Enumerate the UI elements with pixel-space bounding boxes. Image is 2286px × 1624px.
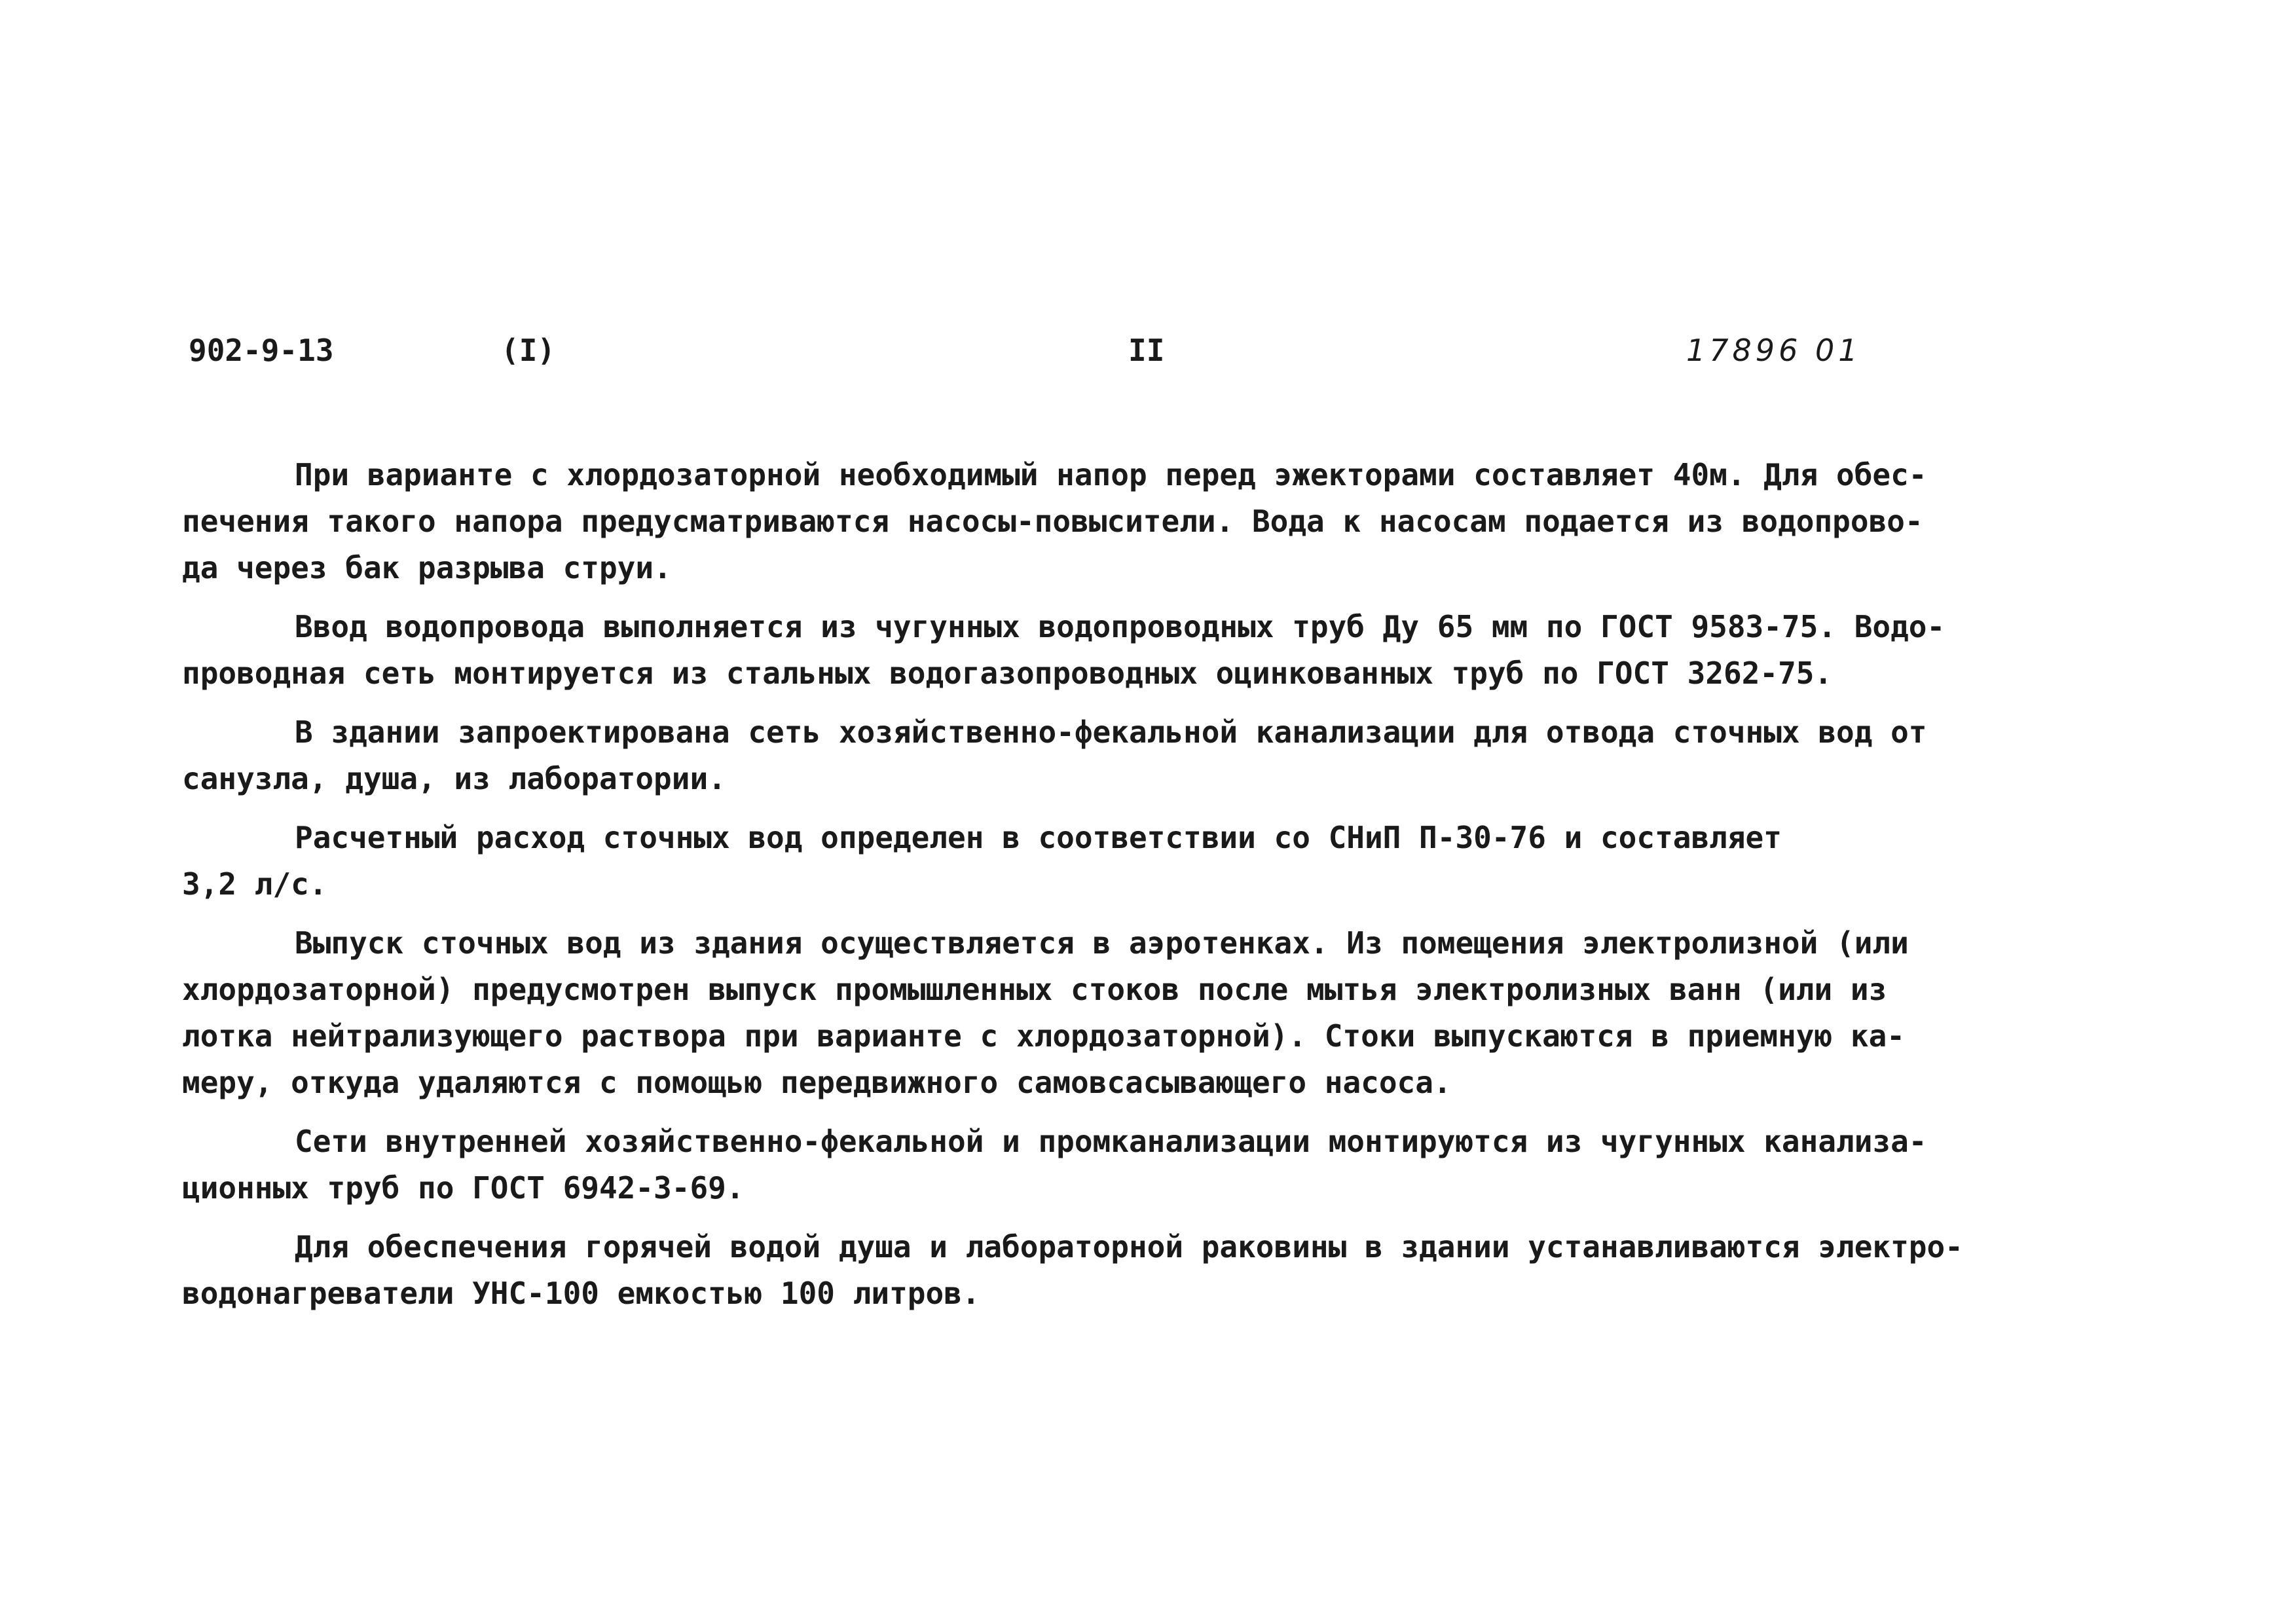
text-line: хлордозаторной) предусмотрен выпуск промышленных стоков после мытья электролизных ванн (или из xyxy=(182,972,1887,1007)
paragraph xyxy=(182,604,2016,697)
text-line: Выпуск сточных вод из здания осуществляется в аэротенках. Из помещения электролизной (или xyxy=(295,925,1909,961)
text-line: Для обеспечения горячей водой душа и лабораторной раковины в здании устанавливаются электро- xyxy=(295,1229,1963,1264)
text-line: печения такого напора предусматриваются насосы-повысители. Вода к насосам подается из водопрово- xyxy=(182,504,1923,539)
text-line: Расчетный расход сточных вод определен в соответствии со СНиП П-30-76 и составляет xyxy=(295,820,1782,855)
text-line: меру, откуда удаляются с помощью передвижного самовсасывающего насоса. xyxy=(182,1065,1452,1100)
text-line: В здании запроектирована сеть хозяйственно-фекальной канализации для отвода сточных вод от xyxy=(295,714,1927,750)
paragraph xyxy=(182,1224,2016,1317)
text-line: При варианте с хлордозаторной необходимый напор перед эжекторами составляет 40м. Для обес- xyxy=(295,457,1927,492)
text-line: да через бак разрыва струи. xyxy=(182,550,672,585)
inventory-number: 17896 01 xyxy=(1686,333,1862,368)
paragraph xyxy=(182,709,2016,802)
page-number: II xyxy=(1128,333,1165,368)
text-line: проводная сеть монтируется из стальных водогазопроводных оцинкованных труб по ГОСТ 3262-75. xyxy=(182,655,1833,691)
text-line: лотка нейтрализующего раствора при варианте с хлордозаторной). Стоки выпускаются в приемную ка- xyxy=(182,1018,1905,1054)
body-text xyxy=(182,452,2016,1329)
text-line: 3,2 л/с. xyxy=(182,866,327,902)
text-line: водонагреватели УНС-100 емкостью 100 литров. xyxy=(182,1276,980,1311)
text-line: санузла, душа, из лаборатории. xyxy=(182,761,726,796)
text-line: Сети внутренней хозяйственно-фекальной и промканализации монтируются из чугунных канализа- xyxy=(295,1124,1927,1159)
paragraph xyxy=(182,815,2016,908)
paragraph xyxy=(182,1118,2016,1211)
paragraph xyxy=(182,920,2016,1106)
text-line: ционных труб по ГОСТ 6942-3-69. xyxy=(182,1170,745,1206)
text-line: Ввод водопровода выполняется из чугунных водопроводных труб Ду 65 мм по ГОСТ 9583-75. Водо- xyxy=(295,609,1945,644)
document-code: 902-9-13 xyxy=(189,333,334,368)
paragraph xyxy=(182,452,2016,591)
document-part: (I) xyxy=(501,333,556,368)
